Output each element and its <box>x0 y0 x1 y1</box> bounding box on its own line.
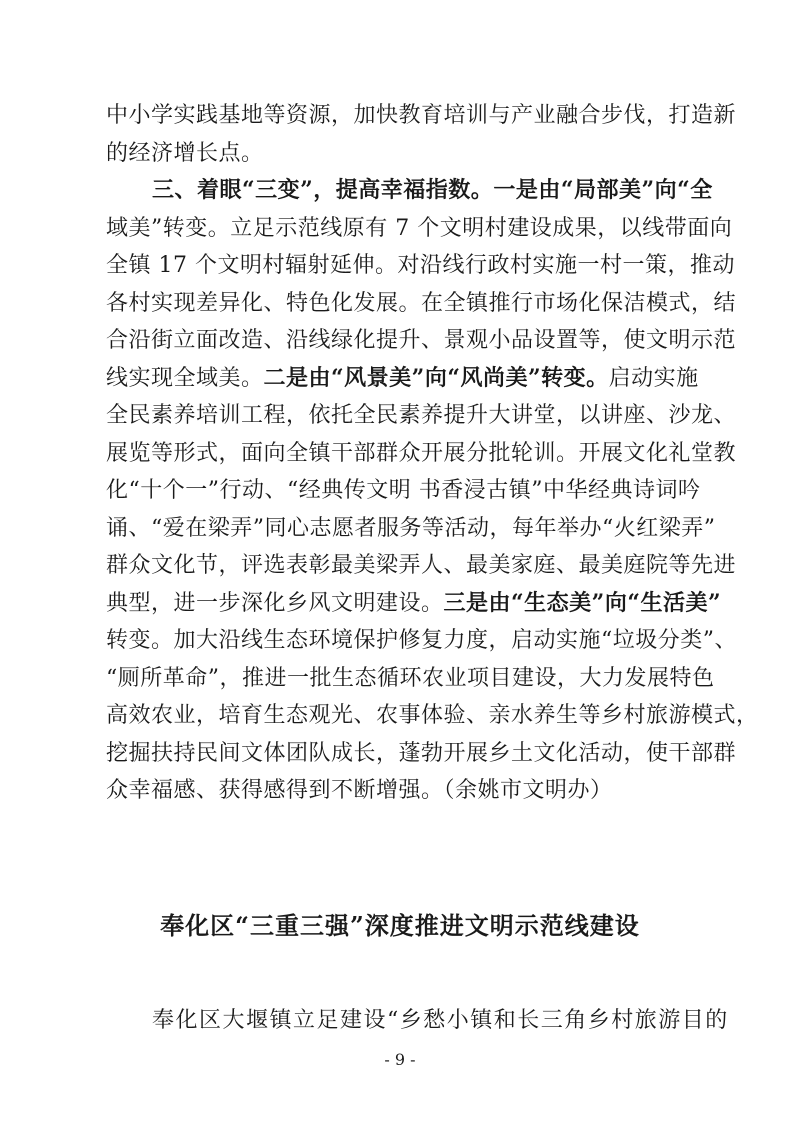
text-segment: 线实现全域美。 <box>106 365 264 391</box>
text-line <box>106 360 698 398</box>
text-line: 中小学实践基地等资源，加快教育培训与产业融合步伐，打造新 <box>106 103 737 128</box>
text-line: 全镇 17 个文明村辐射延伸。对沿线行政村实施一村一策，推动 <box>106 253 735 278</box>
point-two-lead: 二是由“风景美”向“风尚美”转变。 <box>263 364 609 391</box>
text-line: 诵、“爱在梁弄”同心志愿者服务等活动，每年举办“火红梁弄” <box>106 515 716 541</box>
text-segment: 典型，进一步深化乡风文明建设。 <box>106 590 444 616</box>
page-number: - 9 - <box>384 1050 416 1069</box>
text-line: “厕所革命”，推进一批生态循环农业项目建设，大力发展特色 <box>106 665 715 691</box>
text-segment: 启动实施 <box>608 365 699 391</box>
text-line: 的经济增长点。 <box>106 140 264 166</box>
section-heading: 奉化区“三重三强”深度推进文明示范线建设 <box>160 911 640 940</box>
text-line: 化“十个一”行动、“经典传文明 书香浸古镇”中华经典诗词吟 <box>106 478 701 503</box>
text-line: 合沿街立面改造、沿线绿化提升、景观小品设置等，使文明示范 <box>106 328 737 353</box>
text-line: 展览等形式，面向全镇干部群众开展分批轮训。开展文化礼堂教 <box>106 440 737 466</box>
text-line: 高效农业，培育生态观光、农事体验、亲水养生等乡村旅游模式， <box>106 703 759 728</box>
text-line: 全民素养培训工程，依托全民素养提升大讲堂，以讲座、沙龙、 <box>106 403 737 428</box>
text-line: 转变。加大沿线生态环境保护修复力度，启动实施“垃圾分类”、 <box>106 628 737 653</box>
text-line: 挖掘扶持民间文体团队成长，蓬勃开展乡土文化活动，使干部群 <box>106 740 737 766</box>
section-three-heading: 三、着眼“三变”，提高幸福指数。 <box>152 177 494 203</box>
point-one-lead: 一是由“局部美”向“全 <box>493 177 713 203</box>
text-line: 群众文化节，评选表彰最美梁弄人、最美家庭、最美庭院等先进 <box>106 553 737 578</box>
paragraph-three-first-line <box>106 172 713 210</box>
point-three-lead: 三是由“生态美”向“生活美” <box>443 589 722 616</box>
text-line <box>106 585 722 623</box>
text-line: 各村实现差异化、特色化发展。在全镇推行市场化保洁模式，结 <box>106 290 737 316</box>
next-paragraph-start: 奉化区大堰镇立足建设“乡愁小镇和长三角乡村旅游目的 <box>152 1008 729 1033</box>
text-line: 域美”转变。立足示范线原有 7 个文明村建设成果，以线带面向 <box>106 215 733 241</box>
body-text <box>106 97 759 810</box>
text-line: 众幸福感、获得感得到不断增强。（余姚市文明办） <box>106 778 613 803</box>
